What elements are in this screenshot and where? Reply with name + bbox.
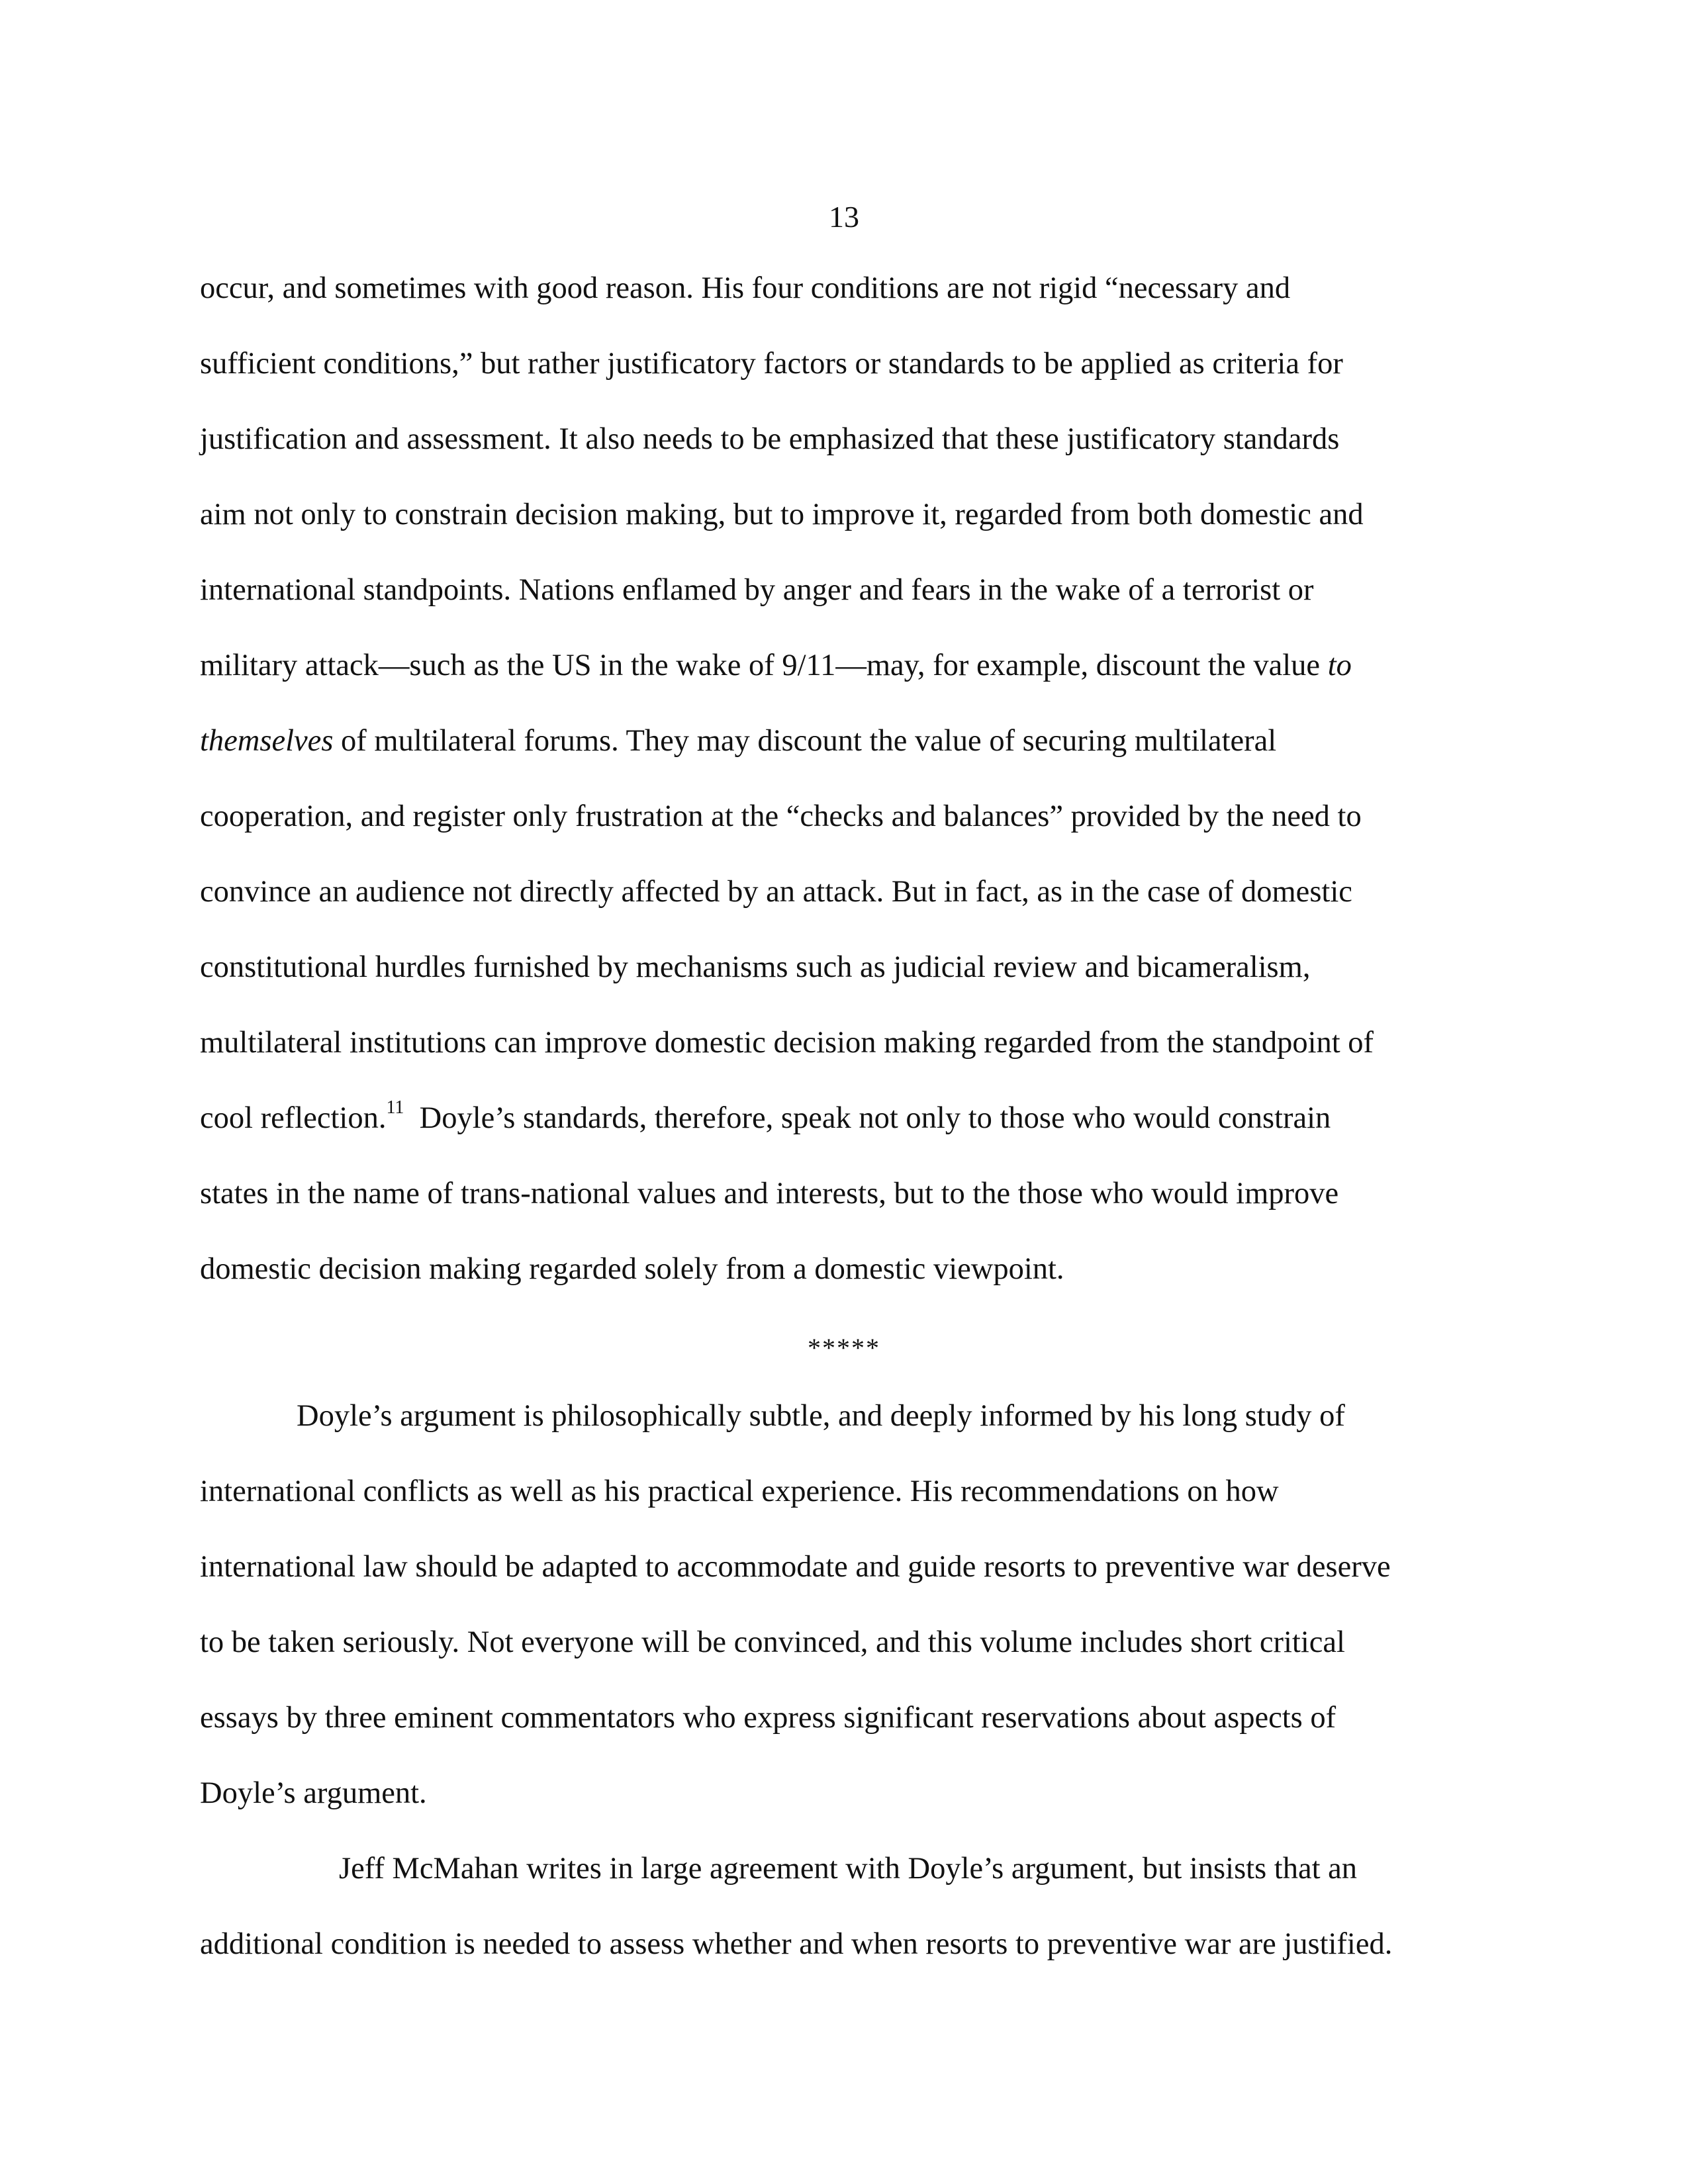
text-line: additional condition is needed to assess whether and when resorts to preventive war are justified. bbox=[200, 1927, 1393, 1961]
text-line: international standpoints. Nations enflamed by anger and fears in the wake of a terrorist or bbox=[200, 573, 1314, 607]
text-line: convince an audience not directly affected by an attack. But in fact, as in the case of domestic bbox=[200, 875, 1352, 909]
text-line: occur, and sometimes with good reason. His four conditions are not rigid “necessary and bbox=[200, 271, 1291, 305]
text-line: justification and assessment. It also needs to be emphasized that these justificatory standards bbox=[200, 422, 1340, 456]
text-line: cooperation, and register only frustration at the “checks and balances” provided by the need to bbox=[200, 799, 1362, 833]
text-line: essays by three eminent commentators who express significant reservations about aspects of bbox=[200, 1701, 1336, 1735]
italic-text: to bbox=[1327, 649, 1352, 682]
text-line: international conflicts as well as his practical experience. His recommendations on how bbox=[200, 1475, 1279, 1508]
text-line: constitutional hurdles furnished by mechanisms such as judicial review and bicameralism, bbox=[200, 950, 1311, 984]
text-line bbox=[200, 1099, 1331, 1138]
text-line: states in the name of trans-national values and interests, but to the those who would improve bbox=[200, 1177, 1339, 1210]
text-line: international law should be adapted to accommodate and guide resorts to preventive war deserve bbox=[200, 1550, 1391, 1584]
text-line: Jeff McMahan writes in large agreement with Doyle’s argument, but insists that an bbox=[339, 1852, 1358, 1886]
text-line: Doyle’s argument is philosophically subtle, and deeply informed by his long study of bbox=[297, 1399, 1345, 1433]
text-segment: Doyle’s standards, therefore, speak not only to those who would constrain bbox=[404, 1101, 1331, 1135]
text-segment: cool reflection. bbox=[200, 1101, 387, 1135]
text-line bbox=[200, 721, 1276, 761]
text-line: Doyle’s argument. bbox=[200, 1776, 427, 1810]
text-line: aim not only to constrain decision making, but to improve it, regarded from both domestic and bbox=[200, 498, 1364, 531]
text-line: sufficient conditions,” but rather justificatory factors or standards to be applied as criteria for bbox=[200, 347, 1343, 381]
page-number: 13 bbox=[829, 200, 859, 234]
section-separator: ***** bbox=[808, 1333, 880, 1363]
text-line bbox=[200, 646, 1352, 686]
text-segment: military attack—such as the US in the wake of 9/11—may, for example, discount the value bbox=[200, 649, 1328, 682]
footnote-marker: 11 bbox=[386, 1097, 404, 1118]
text-segment: of multilateral forums. They may discount the value of securing multilateral bbox=[333, 724, 1277, 758]
text-line: to be taken seriously. Not everyone will be convinced, and this volume includes short critical bbox=[200, 1625, 1345, 1659]
text-line: domestic decision making regarded solely from a domestic viewpoint. bbox=[200, 1252, 1064, 1286]
italic-text: themselves bbox=[200, 724, 334, 758]
text-line: multilateral institutions can improve domestic decision making regarded from the standpoint of bbox=[200, 1026, 1374, 1060]
